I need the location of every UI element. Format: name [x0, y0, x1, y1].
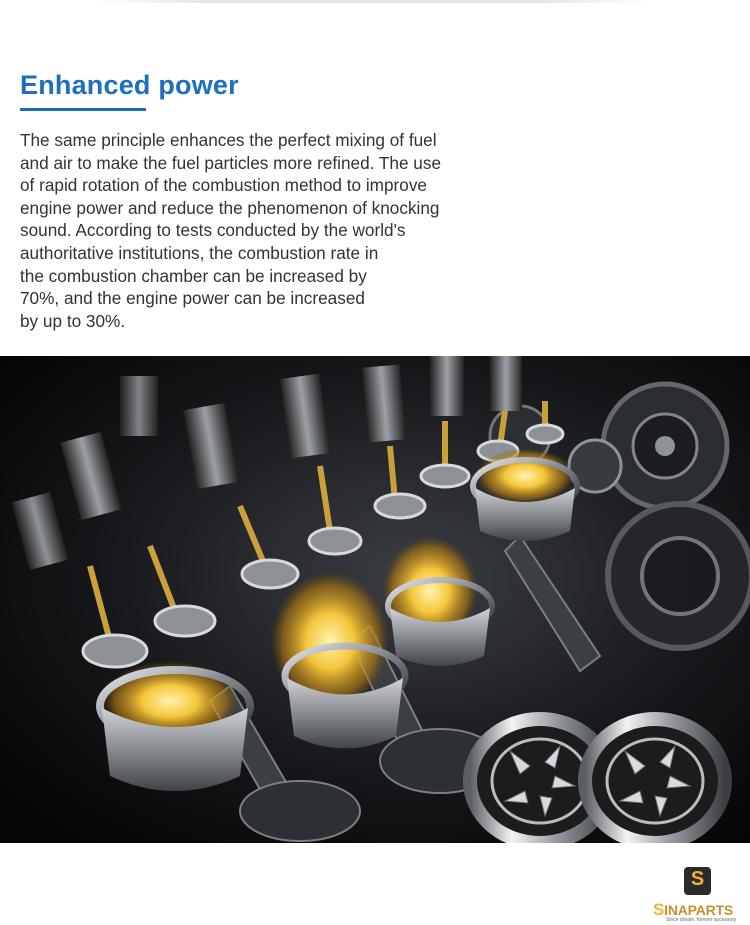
description-paragraph: [20, 129, 520, 332]
paragraph-line: sound. According to tests conducted by the world's: [20, 220, 406, 241]
brand-name-rest: INAPARTS: [664, 902, 734, 918]
brand-name-initial: S: [653, 900, 665, 919]
paragraph-line: by up to 30%.: [20, 310, 126, 331]
brand-mark-icon: [684, 867, 711, 895]
turbo-fan-rings-icon: [470, 719, 725, 843]
paragraph-line: of rapid rotation of the combustion method to improve: [20, 175, 427, 196]
top-divider: [95, 0, 655, 3]
paragraph-line: The same principle enhances the perfect mixing of fuel: [20, 130, 437, 150]
paragraph-line: 70%, and the engine power can be increased: [20, 288, 365, 309]
brand-logo: [650, 867, 742, 923]
paragraph-line: engine power and reduce the phenomenon of knocking: [20, 197, 440, 218]
paragraph-line: and air to make the fuel particles more refined. The use: [20, 152, 442, 173]
section-title: Enhanced power: [20, 70, 239, 100]
engine-hero-image: [0, 356, 750, 843]
paragraph-line: authoritative institutions, the combustion rate in: [20, 242, 379, 263]
paragraph-line: the combustion chamber can be increased by: [20, 265, 367, 286]
brand-tagline: Since dream. forever accessory: [666, 917, 737, 923]
engine-combustion-illustration: [0, 356, 750, 843]
brand-mark-letter: S: [690, 868, 705, 890]
title-underline: [20, 108, 146, 111]
